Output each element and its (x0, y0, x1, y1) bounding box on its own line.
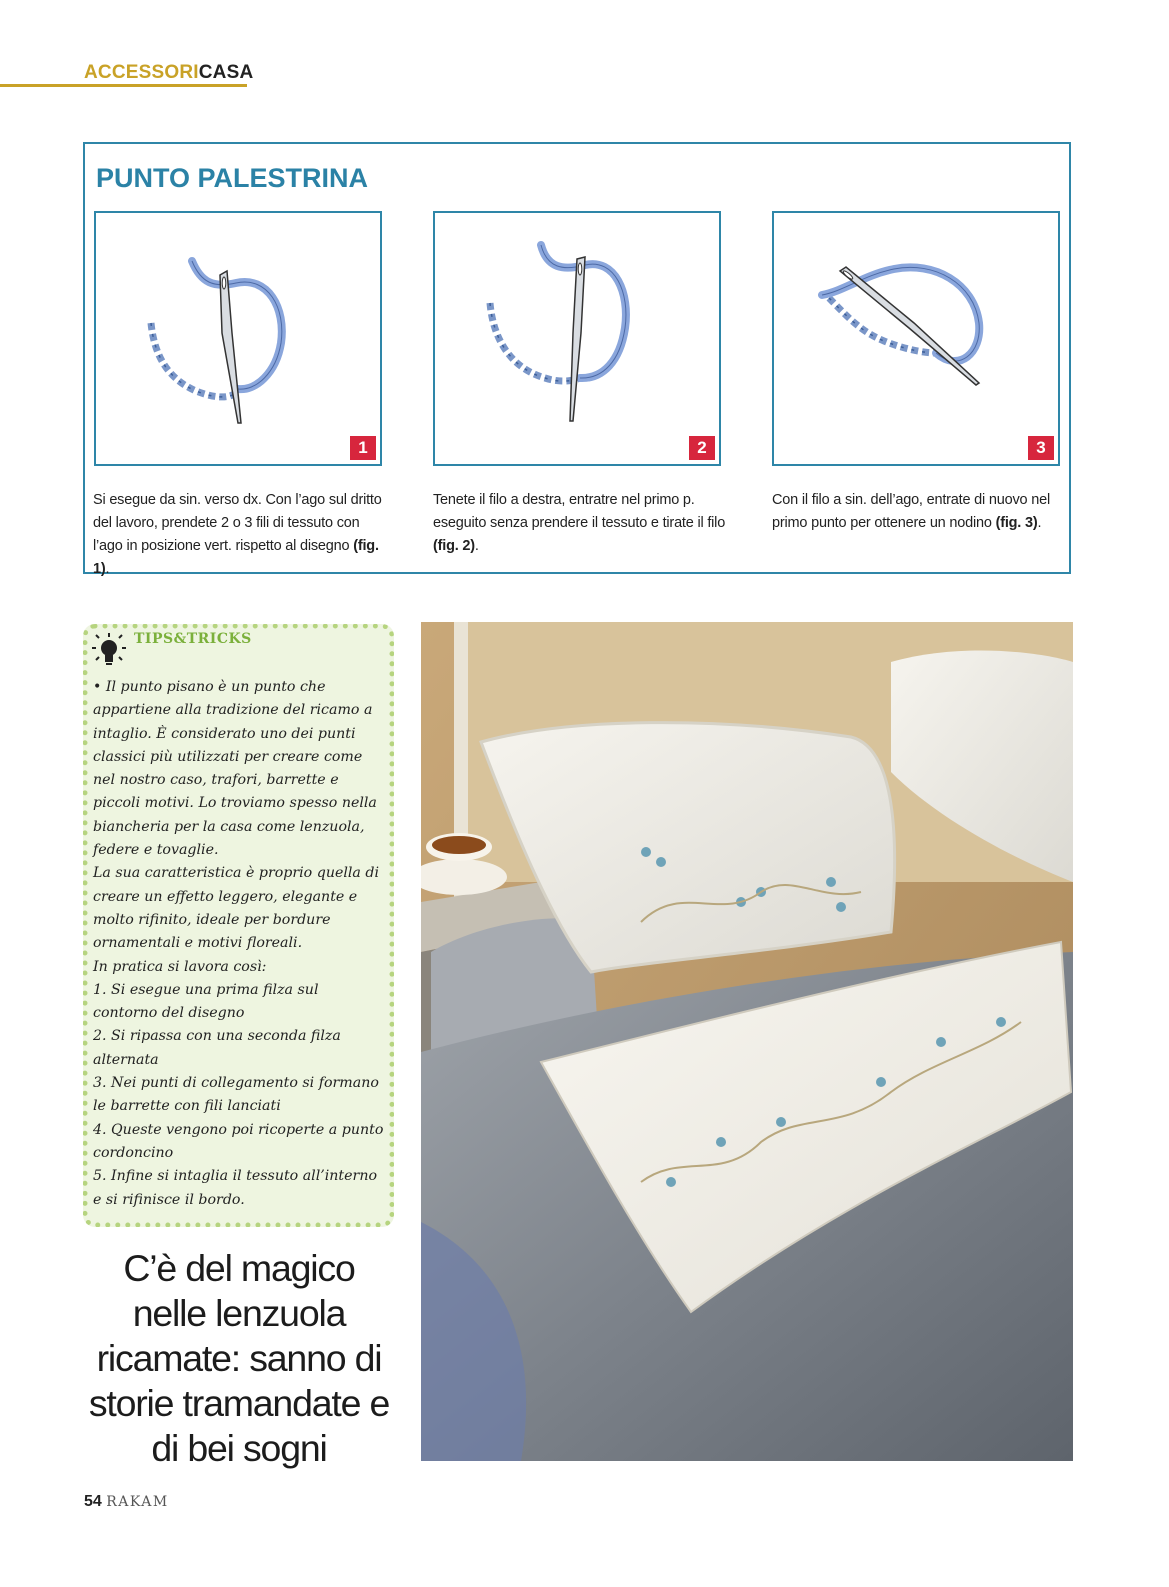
caption-text: Con il filo a sin. dell’ago, entrate di nuovo nel primo punto per ottenere un nodino (772, 492, 1050, 531)
caption-text: Tenete il filo a destra, entratre nel primo p. eseguito senza prendere il tessuto e tirate il filo (433, 492, 726, 531)
tips-paragraph: • Il punto pisano è un punto che appartiene alla tradizione del ricamo a intaglio. È considerato uno dei punti classici più utilizzati per creare come nel nostro caso, trafori, barrette e piccoli motivi. Lo troviamo spesso nella biancheria per la casa come lenzuola, federe e tovaglie. (93, 679, 377, 859)
magazine-name: RAKAM (106, 1494, 169, 1510)
figure-number-badge: 1 (350, 436, 376, 460)
figure-2 (433, 211, 721, 466)
lightbulb-icon (91, 632, 127, 672)
section-tag-part1: ACCESSORI (84, 62, 199, 83)
bed-linen-photo (421, 622, 1073, 1461)
caption-figure-ref: (fig. 3) (995, 515, 1038, 531)
needle-thread-illustration-1 (96, 213, 380, 464)
caption-end: . (105, 561, 110, 577)
embroidered-bedding-image (421, 622, 1073, 1461)
page-number: 54 (84, 1493, 102, 1510)
figure-caption-3 (772, 489, 1068, 535)
tips-step: 3. Nei punti di collegamento si formano le barrette con fili lanciati (93, 1075, 379, 1115)
figure-3 (772, 211, 1060, 466)
figure-number-badge: 2 (689, 436, 715, 460)
caption-figure-ref: (fig. 2) (433, 538, 475, 554)
page-footer (84, 1493, 169, 1511)
figure-1 (94, 211, 382, 466)
section-tag-part2: CASA (198, 62, 254, 83)
needle-thread-illustration-2 (435, 213, 719, 464)
section-rule (0, 84, 247, 87)
tips-step: 5. Infine si intaglia il tessuto all’interno e si rifinisce il bordo. (93, 1168, 377, 1208)
section-tag (84, 62, 253, 84)
tips-paragraph: La sua caratteristica è proprio quella di creare un effetto leggero, elegante e molto rifinito, ideale per bordure ornamentali e motivi floreali. (93, 865, 380, 952)
figure-caption-1 (93, 489, 389, 581)
figure-number-badge: 3 (1028, 436, 1054, 460)
caption-end: . (1037, 515, 1042, 531)
tips-title: TIPS&TRICKS (134, 631, 252, 647)
tips-step: 4. Queste vengono poi ricoperte a punto cordoncino (93, 1121, 384, 1161)
needle-thread-illustration-3 (774, 213, 1058, 464)
caption-end: . (474, 538, 479, 554)
caption-figure-ref: (fig. 1) (93, 538, 379, 577)
tips-body (93, 676, 385, 1212)
tips-step: 1. Si esegue una prima filza sul contorno del disegno (93, 981, 319, 1022)
figure-caption-2 (433, 489, 729, 558)
tips-step: 2. Si ripassa con una seconda filza alternata (93, 1028, 341, 1068)
tips-paragraph: In pratica si lavora così: (93, 958, 267, 975)
caption-text: Si esegue da sin. verso dx. Con l’ago sul dritto del lavoro, prendete 2 o 3 fili di tessuto con l’ago in posizione vert. rispetto al disegno (93, 492, 382, 554)
stitch-title: PUNTO PALESTRINA (96, 163, 369, 193)
pull-quote: C’è del magico nelle lenzuola ricamate: sanno di storie tramandate e di bei sogni (88, 1247, 390, 1469)
